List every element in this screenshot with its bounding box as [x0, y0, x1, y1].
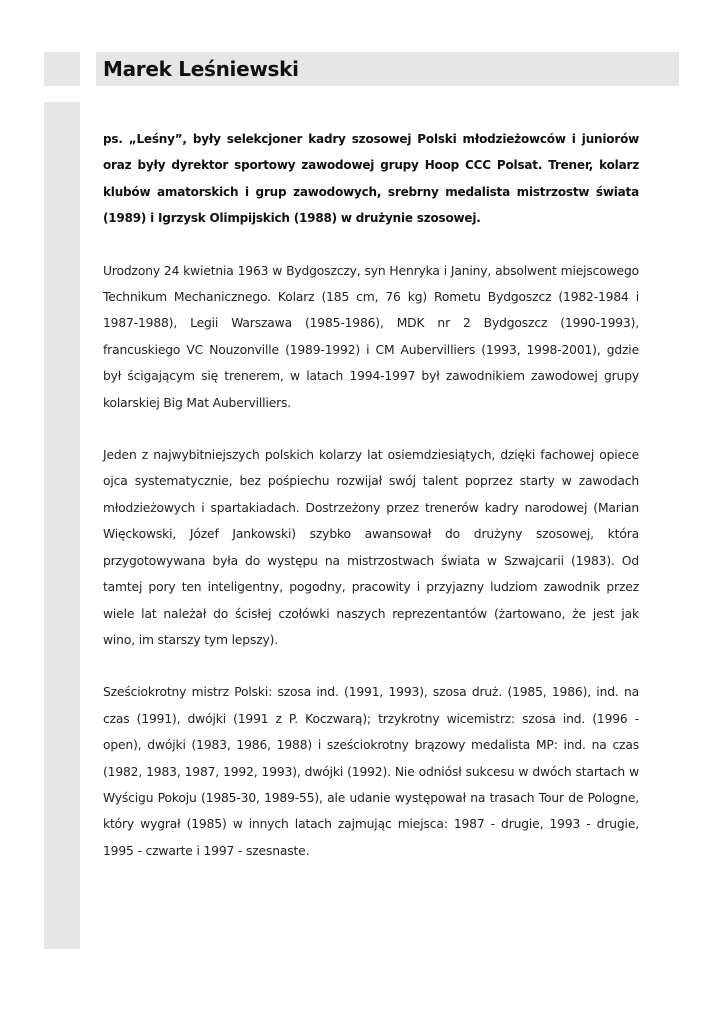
lead-paragraph: ps. „Leśny”, były selekcjoner kadry szosowej Polski młodzieżowców i juniorów oraz były dyrektor sportowy zawodowej grupy Hoop CCC Polsat. Trener, kolarz klubów amatorskich i grup zawodowych, srebrny medalista mistrzostw świata (1989) i Igrzysk Olimpijskich (1988) w drużynie szosowej.: [103, 132, 639, 226]
page-title: Marek Leśniewski: [103, 57, 299, 81]
side-bar-top-decoration: [44, 52, 80, 86]
achievements-paragraph: Sześciokrotny mistrz Polski: szosa ind. (1991, 1993), szosa druż. (1985, 1986), ind. na czas (1991), dwójki (1991 z P. Koczwarą); trzykrotny wicemistrz: szosa ind. (1996 - open), dwójki (1983, 1986, 1988) i sześciokrotny brązowy medalista MP: ind. na czas (1982, 1983, 1987, 1992, 1993), dwójki (1992). Nie odniósł sukcesu w dwóch startach w Wyścigu Pokoju (1985-30, 1989-55), ale udanie występował na trasach Tour de Pologne, który wygrał (1985) w innych latach zajmując miejsca: 1987 - drugie, 1993 - drugie, 1995 - czwarte i 1997 - szesnaste.: [103, 685, 639, 858]
article-body: [103, 126, 639, 864]
side-bar-main-decoration: [44, 102, 80, 949]
biography-paragraph: Urodzony 24 kwietnia 1963 w Bydgoszczy, syn Henryka i Janiny, absolwent miejscowego Technikum Mechanicznego. Kolarz (185 cm, 76 kg) Rometu Bydgoszcz (1982-1984 i 1987-1988), Legii Warszawa (1985-1986), MDK nr 2 Bydgoszcz (1990-1993), francuskiego VC Nouzonville (1989-1992) i CM Aubervilliers (1993, 1998-2001), gdzie był ścigającym się trenerem, w latach 1994-1997 był zawodnikiem zawodowej grupy kolarskiej Big Mat Aubervilliers.: [103, 263, 639, 410]
career-paragraph: Jeden z najwybitniejszych polskich kolarzy lat osiemdziesiątych, dzięki fachowej opiece ojca systematycznie, bez pośpiechu rozwijał swój talent poprzez starty w zawodach młodzieżowych i spartakiadach. Dostrzeżony przez trenerów kadry narodowej (Marian Więckowski, Józef Jankowski) szybko awansował do drużyny szosowej, która przygotowywana była do występu na mistrzostwach świata w Szwajcarii (1983). Od tamtej pory ten inteligentny, pogodny, pracowity i przyjazny ludziom zawodnik przez wiele lat należał do ścisłej czołówki naszych reprezentantów (żartowano, że jest jak wino, im starszy tym lepszy).: [103, 448, 639, 647]
